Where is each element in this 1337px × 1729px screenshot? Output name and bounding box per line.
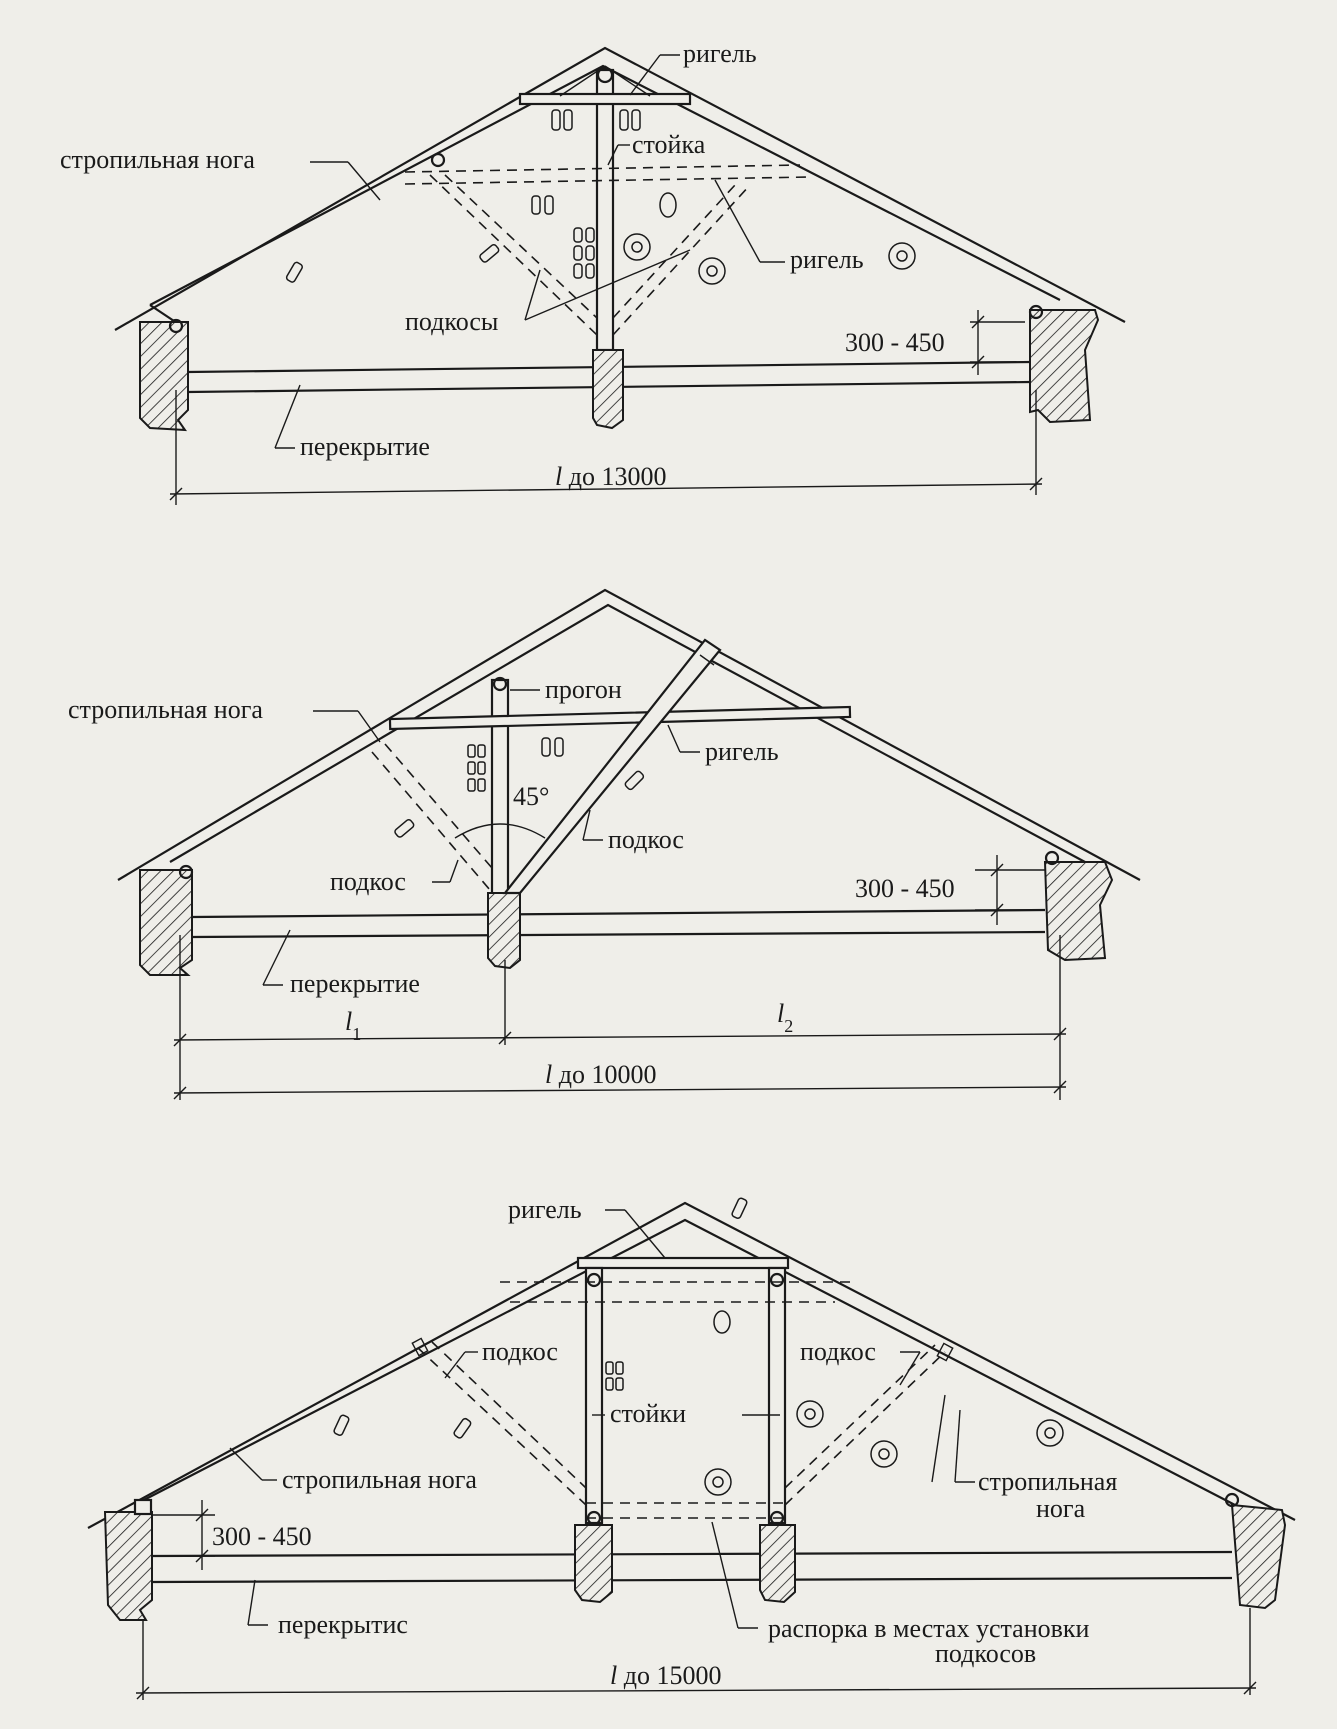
label-l1: $l_1$ [345, 1007, 362, 1044]
label-gap: 300 - 450 [845, 328, 945, 357]
label-l2: $l_2$ [777, 999, 794, 1036]
label-post: стойка [632, 130, 706, 159]
diagram-3-two-post-truss [88, 1195, 1295, 1700]
diagram-2-purlin-truss [68, 590, 1140, 1100]
center-post [492, 680, 508, 895]
left-wall [105, 1512, 152, 1620]
top-rigel [520, 94, 690, 104]
label-spacer-1: распорка в местах установки [768, 1614, 1090, 1643]
label-rigel-mid: ригель [790, 245, 864, 274]
label-posts: стойки [610, 1399, 687, 1428]
label-rafter-left: стропильная нога [282, 1465, 477, 1494]
label-rafter: стропильная нога [60, 145, 255, 174]
left-wall [140, 322, 188, 430]
label-rafter-right-2: нога [1036, 1494, 1086, 1523]
diagram-1-tie-beam-truss [60, 39, 1125, 505]
label-floor: перекрытие [290, 969, 420, 998]
label-rigel: ригель [705, 737, 779, 766]
label-rafter: стропильная нога [68, 695, 263, 724]
rigel [578, 1258, 788, 1268]
label-rigel-top: ригель [683, 39, 757, 68]
label-span: l до 10000 [545, 1060, 657, 1089]
label-spacer-2: подкосов [935, 1639, 1037, 1668]
center-post [597, 70, 613, 350]
rigel [390, 707, 850, 729]
post-left [586, 1268, 602, 1523]
label-purlin: прогон [545, 675, 622, 704]
post-right [769, 1268, 785, 1523]
label-rafter-right-1: стропильная [978, 1467, 1118, 1496]
label-strut-left: подкос [330, 867, 406, 896]
label-strut-right: подкос [800, 1337, 876, 1366]
label-rigel: ригель [508, 1195, 582, 1224]
label-angle: 45° [513, 782, 550, 811]
left-wall [140, 870, 192, 975]
label-span: l до 15000 [610, 1661, 722, 1690]
label-struts: подкосы [405, 307, 499, 336]
right-wall [1030, 310, 1098, 422]
label-floor: перекрытие [300, 432, 430, 461]
label-span: l до 13000 [555, 462, 667, 491]
label-strut-left: подкос [482, 1337, 558, 1366]
label-floor: перекрытис [278, 1610, 408, 1639]
label-strut-right: подкос [608, 825, 684, 854]
right-wall [1232, 1505, 1285, 1608]
label-gap: 300 - 450 [212, 1522, 312, 1551]
label-gap: 300 - 450 [855, 874, 955, 903]
right-wall [1045, 862, 1112, 960]
